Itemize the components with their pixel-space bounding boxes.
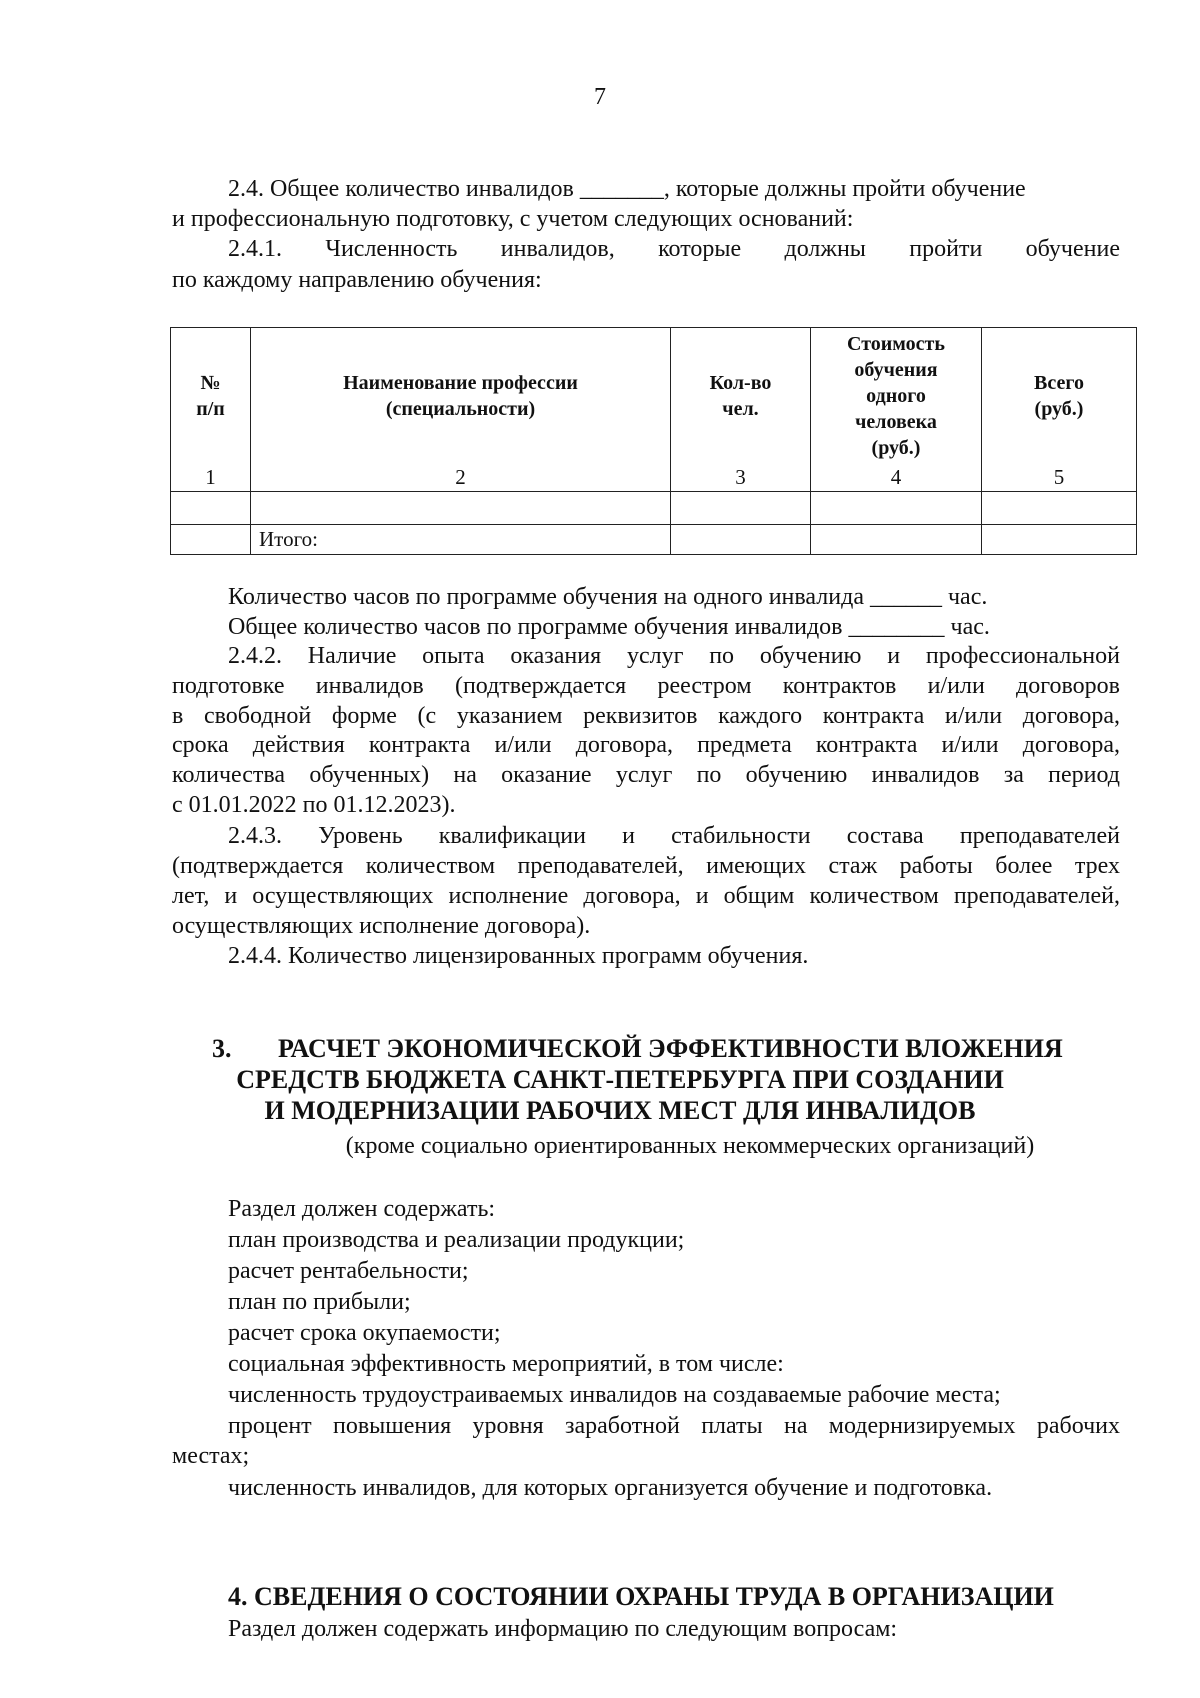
section-3-item: социальная эффективность мероприятий, в том числе: xyxy=(228,1351,784,1377)
para-2-4-3-line: осуществляющих исполнение договора). xyxy=(172,913,591,939)
para-2-4-2-line: 2.4.2. Наличие опыта оказания услуг по обучению и профессиональной xyxy=(228,643,1120,669)
para-2-4-1-line2: по каждому направлению обучения: xyxy=(172,267,542,293)
page-number: 7 xyxy=(594,84,606,110)
section-3-title-line2: СРЕДСТВ БЮДЖЕТА САНКТ-ПЕТЕРБУРГА ПРИ СОЗДАНИИ xyxy=(236,1065,1004,1094)
para-2-4-2-line: подготовке инвалидов (подтверждается реестром контрактов и/или договоров xyxy=(172,673,1120,699)
section-4-title: 4. СВЕДЕНИЯ О СОСТОЯНИИ ОХРАНЫ ТРУДА В ОРГАНИЗАЦИИ xyxy=(228,1582,1054,1611)
column-number-2: 2 xyxy=(251,464,671,492)
section-3-item: расчет рентабельности; xyxy=(228,1258,469,1284)
section-4-intro: Раздел должен содержать информацию по следующим вопросам: xyxy=(228,1616,898,1642)
header-count: Кол-во чел. xyxy=(671,328,811,464)
column-number-4: 4 xyxy=(811,464,982,492)
para-2-4-2-line: количества обученных) на оказание услуг по обучению инвалидов за период xyxy=(172,762,1120,788)
table-cell xyxy=(811,492,982,524)
para-2-4-3-line: (подтверждается количеством преподавателей, имеющих стаж работы более трех xyxy=(172,853,1120,879)
section-3-item: план производства и реализации продукции; xyxy=(228,1227,685,1253)
training-table xyxy=(170,327,1137,555)
para-2-4-line2: и профессиональную подготовку, с учетом следующих оснований: xyxy=(172,206,854,232)
hours-per-person: Количество часов по программе обучения на одного инвалида ______ час. xyxy=(228,584,988,610)
table-cell xyxy=(251,492,671,524)
para-2-4-2-line: с 01.01.2022 по 01.12.2023). xyxy=(172,792,456,818)
table-cell xyxy=(671,492,811,524)
para-2-4-line1: 2.4. Общее количество инвалидов _______, которые должны пройти обучение xyxy=(228,176,1026,202)
para-2-4-2-line: срока действия контракта и/или договора, предмета контракта и/или договора, xyxy=(172,732,1120,758)
section-3-item: численность трудоустраиваемых инвалидов на создаваемые рабочие места; xyxy=(228,1382,1001,1408)
header-profession: Наименование профессии (специальности) xyxy=(251,328,671,464)
table-cell xyxy=(811,524,982,554)
para-2-4-3-line: 2.4.3. Уровень квалификации и стабильности состава преподавателей xyxy=(228,823,1120,849)
para-2-4-1-line1: 2.4.1. Численность инвалидов, которые должны пройти обучение xyxy=(228,236,1120,262)
section-3-intro: Раздел должен содержать: xyxy=(228,1196,496,1222)
section-3-item: план по прибыли; xyxy=(228,1289,411,1315)
section-3-item-wrap: местах; xyxy=(172,1443,250,1469)
section-3-subtitle: (кроме социально ориентированных некоммерческих организаций) xyxy=(345,1133,1035,1159)
total-label: Итого: xyxy=(251,524,671,554)
section-3-item: расчет срока окупаемости; xyxy=(228,1320,501,1346)
table-cell xyxy=(982,524,1137,554)
section-3-title-line3: И МОДЕРНИЗАЦИИ РАБОЧИХ МЕСТ ДЛЯ ИНВАЛИДОВ xyxy=(264,1096,976,1125)
column-number-5: 5 xyxy=(982,464,1137,492)
column-number-1: 1 xyxy=(171,464,251,492)
hours-total: Общее количество часов по программе обучения инвалидов ________ час. xyxy=(228,614,990,640)
para-2-4-3-line: лет, и осуществляющих исполнение договора, и общим количеством преподавателей, xyxy=(172,883,1120,909)
header-total: Всего (руб.) xyxy=(982,328,1137,464)
document-page: 7 2.4. Общее количество инвалидов _______, которые должны пройти обучение и профессиональную подготовку, с учетом следующих оснований: 2.4.1. Численность инвалидов, которые должны пройти обучение по каждому направлению обучения: № п/п Наименование профессии (специальности) Кол-во чел. Стоимость обучения одного человека (руб.) Всего (руб.) 1 2 3 4 5 Итого: Количество часов по программе обучения на одного инвалида ______ час. Общее количество часов по программе обучения инвалидов ________ час. 2.4.2. Наличие опыта оказания услуг по обучению и профессиональной подготовке инвалидов (подтверждается реестром контрактов и/или договоров в свободной форме (с указанием реквизитов каждого контракта и/или договора, срока действия контракта и/или договора, предмета контракта и/или договора, количества обученных) на оказание услуг по обучению инвалидов за период с 01.01.2022 по 01.12.2023). 2.4.3. Уровень квалификации и стабильности состава преподавателей (подтверждается количеством преподавателей, имеющих стаж работы более трех лет, и осуществляющих исполнение договора, и общим количеством преподавателей, осуществляющих исполнение договора). 2.4.4. Количество лицензированных программ обучения. 3. РАСЧЕТ ЭКОНОМИЧЕСКОЙ ЭФФЕКТИВНОСТИ ВЛОЖЕНИЯ СРЕДСТВ БЮДЖЕТА САНКТ-ПЕТЕРБУРГА ПРИ СОЗДАНИИ И МОДЕРНИЗАЦИИ РАБОЧИХ МЕСТ ДЛЯ ИНВАЛИДОВ (кроме социально ориентированных некоммерческих организаций) Раздел должен содержать: план производства и реализации продукции; расчет рентабельности; план по прибыли; расчет срока окупаемости; социальная эффективность мероприятий, в том числе: численность трудоустраиваемых инвалидов на создаваемые рабочие места; процент повышения уровня заработной платы на модернизируемых рабочих местах; численность инвалидов, для которых организуется обучение и подготовка. 4. СВЕДЕНИЯ О СОСТОЯНИИ ОХРАНЫ ТРУДА В ОРГАНИЗАЦИИ Раздел должен содержать информацию по следующим вопросам: xyxy=(0,0,1200,1698)
header-number: № п/п xyxy=(171,328,251,464)
table-cell xyxy=(671,524,811,554)
column-number-3: 3 xyxy=(671,464,811,492)
para-2-4-4: 2.4.4. Количество лицензированных программ обучения. xyxy=(228,943,809,969)
table-cell xyxy=(171,524,251,554)
header-cost: Стоимость обучения одного человека (руб.) xyxy=(811,328,982,464)
para-2-4-2-line: в свободной форме (с указанием реквизитов каждого контракта и/или договора, xyxy=(172,703,1120,729)
table-cell xyxy=(982,492,1137,524)
section-3-item: численность инвалидов, для которых организуется обучение и подготовка. xyxy=(228,1475,993,1501)
table-cell xyxy=(171,492,251,524)
section-3-item-wrap: процент повышения уровня заработной платы на модернизируемых рабочих xyxy=(228,1413,1120,1439)
section-3-number: 3. xyxy=(212,1034,232,1063)
